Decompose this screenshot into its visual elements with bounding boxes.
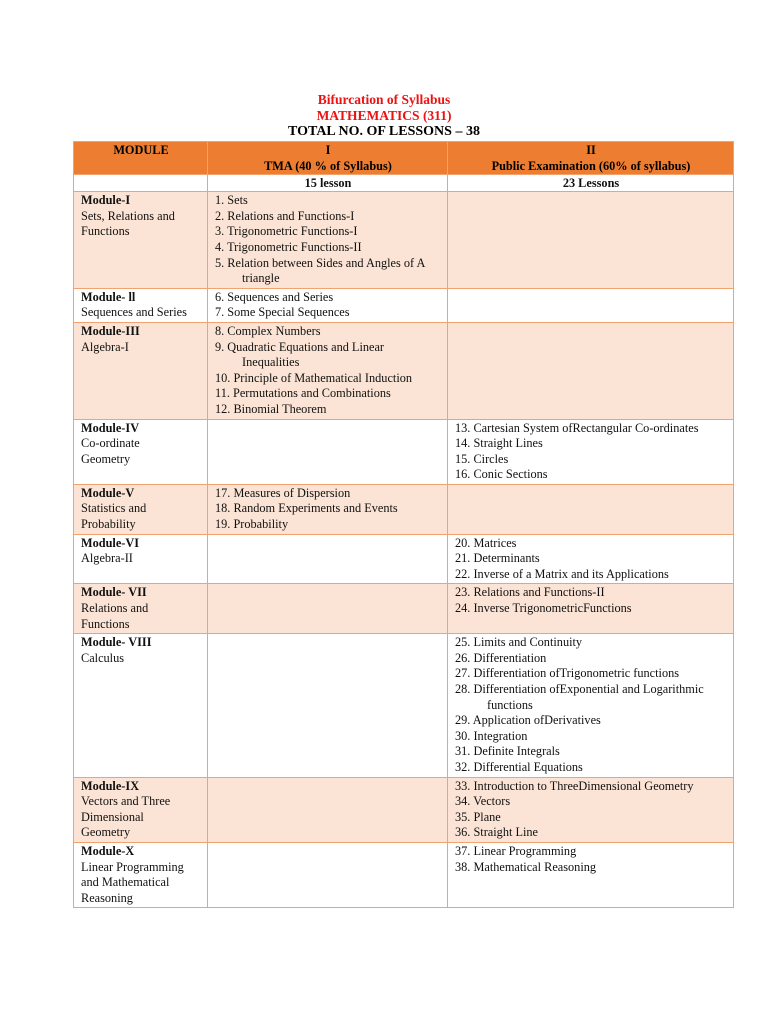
exam-lesson-list	[455, 585, 727, 616]
exam-lessons-cell	[448, 842, 734, 907]
exam-column-header	[448, 142, 734, 175]
module-row	[74, 777, 734, 842]
tma-lesson-list	[215, 193, 441, 287]
exam-lessons-cell	[448, 634, 734, 777]
exam-lesson-list	[455, 421, 727, 483]
lesson-item: 27. Differentiation ofTrigonometric functions	[455, 666, 680, 681]
lesson-item: 10. Principle of Mathematical Induction	[215, 370, 413, 385]
module-name-line: Algebra-I	[81, 339, 129, 354]
exam-lesson-list	[455, 536, 727, 583]
module-name-line: Reasoning	[81, 890, 133, 905]
lesson-item: 24. Inverse TrigonometricFunctions	[455, 601, 632, 616]
module-label: Module-IX	[81, 778, 140, 793]
module-cell	[74, 842, 208, 907]
lesson-item: 6. Sequences and Series	[215, 289, 334, 304]
tma-title: TMA (40 % of Syllabus)	[264, 158, 392, 173]
lesson-item: 21. Determinants	[455, 551, 540, 566]
lesson-item: 17. Measures of Dispersion	[215, 485, 351, 500]
module-cell	[74, 484, 208, 534]
module-name-line: Sequences and Series	[81, 305, 187, 320]
lesson-item: 14. Straight Lines	[455, 436, 543, 451]
syllabus-table	[73, 141, 734, 908]
module-header-label: MODULE	[113, 143, 169, 157]
module-cell	[74, 584, 208, 634]
lesson-item: 34. Vectors	[455, 794, 511, 809]
module-label: Module-V	[81, 485, 135, 500]
lesson-item: 5. Relation between Sides and Angles of A triangle	[215, 255, 425, 286]
tma-lessons-cell	[208, 534, 448, 584]
lesson-item: 33. Introduction to ThreeDimensional Geometry	[455, 778, 694, 793]
exam-lesson-list	[455, 844, 727, 875]
table-header-row	[74, 142, 734, 175]
lesson-item: 1. Sets	[215, 193, 248, 208]
lesson-item: 16. Conic Sections	[455, 467, 548, 482]
lesson-item: 15. Circles	[455, 451, 509, 466]
module-cell	[74, 534, 208, 584]
lesson-item: 28. Differentiation ofExponential and Logarithmic functions	[455, 682, 704, 712]
lesson-item: 20. Matrices	[455, 535, 517, 550]
lesson-item: 31. Definite Integrals	[455, 744, 560, 759]
lesson-item: 13. Cartesian System ofRectangular Co-ordinates	[455, 420, 699, 435]
lesson-item: 2. Relations and Functions-I	[215, 208, 355, 223]
lesson-item: 8. Complex Numbers	[215, 323, 321, 338]
exam-lesson-list	[455, 635, 727, 775]
module-label: Module- VIII	[81, 635, 152, 650]
tma-lesson-count: 15 lesson	[208, 175, 448, 192]
tma-column-header	[208, 142, 448, 175]
subject-title: MATHEMATICS (311)	[316, 108, 452, 123]
module-label: Module-X	[81, 843, 135, 858]
module-row	[74, 634, 734, 777]
lesson-item: 38. Mathematical Reasoning	[455, 859, 597, 874]
lesson-item: 32. Differential Equations	[455, 759, 583, 774]
lesson-item: 22. Inverse of a Matrix and its Applications	[455, 566, 669, 581]
module-name-line: Functions	[81, 616, 130, 631]
module-row	[74, 484, 734, 534]
module-row	[74, 322, 734, 419]
exam-lessons-cell	[448, 777, 734, 842]
module-row	[74, 842, 734, 907]
module-name-line: Relations and	[81, 601, 149, 616]
tma-lessons-cell	[208, 584, 448, 634]
exam-lesson-count: 23 Lessons	[448, 175, 734, 192]
module-label: Module-I	[81, 193, 131, 208]
tma-lessons-cell	[208, 322, 448, 419]
module-name-line: Functions	[81, 224, 130, 239]
lesson-item: 35. Plane	[455, 809, 501, 824]
module-name-line: Algebra-II	[81, 551, 133, 566]
exam-lessons-cell	[448, 419, 734, 484]
lesson-item: 26. Differentiation	[455, 650, 547, 665]
module-name-line: Probability	[81, 517, 136, 532]
tma-lessons-cell	[208, 777, 448, 842]
tma-lessons-cell	[208, 419, 448, 484]
tma-lesson-list	[215, 290, 441, 321]
module-name-line: Geometry	[81, 451, 131, 466]
module-row	[74, 192, 734, 289]
total-lessons-title: TOTAL NO. OF LESSONS – 38	[288, 124, 480, 139]
document-header	[0, 92, 768, 140]
module-name-line: Co-ordinate	[81, 436, 140, 451]
lesson-item: 29. Application ofDerivatives	[455, 713, 601, 728]
module-cell	[74, 419, 208, 484]
module-label: Module-VI	[81, 535, 140, 550]
lesson-item: 37. Linear Programming	[455, 843, 577, 858]
lesson-item: 23. Relations and Functions-II	[455, 585, 605, 600]
module-cell	[74, 777, 208, 842]
exam-lessons-cell	[448, 534, 734, 584]
lesson-item: 9. Quadratic Equations and Linear Inequalities	[215, 339, 385, 370]
module-label: Module- VII	[81, 585, 147, 600]
module-row	[74, 584, 734, 634]
lesson-item: 18. Random Experiments and Events	[215, 501, 398, 516]
module-cell	[74, 288, 208, 322]
tma-lessons-cell	[208, 192, 448, 289]
exam-numeral: II	[586, 143, 596, 157]
module-column-header	[74, 142, 208, 175]
module-cell	[74, 634, 208, 777]
exam-title: Public Examination (60% of syllabus)	[491, 158, 691, 173]
tma-lesson-list	[215, 486, 441, 533]
lesson-item: 36. Straight Line	[455, 825, 538, 840]
module-name-line: Dimensional	[81, 809, 144, 824]
module-name-line: Calculus	[81, 650, 125, 665]
lesson-item: 11. Permutations and Combinations	[215, 386, 391, 401]
module-row	[74, 534, 734, 584]
module-name-line: and Mathematical	[81, 875, 170, 890]
exam-lessons-cell	[448, 192, 734, 289]
module-label: Module- ll	[81, 289, 136, 304]
exam-lessons-cell	[448, 288, 734, 322]
syllabus-title: Bifurcation of Syllabus	[317, 92, 451, 107]
module-row	[74, 288, 734, 322]
module-row	[74, 419, 734, 484]
module-name-line: Linear Programming	[81, 859, 184, 874]
lesson-item: 12. Binomial Theorem	[215, 401, 327, 416]
module-cell	[74, 192, 208, 289]
lesson-item: 30. Integration	[455, 728, 528, 743]
exam-lesson-list	[455, 779, 727, 841]
tma-lesson-list	[215, 324, 441, 418]
exam-lessons-cell	[448, 322, 734, 419]
lesson-item: 25. Limits and Continuity	[455, 635, 583, 650]
lesson-item: 19. Probability	[215, 517, 289, 532]
module-name-line: Statistics and	[81, 501, 147, 516]
lesson-count-row	[74, 175, 734, 192]
lesson-item: 4. Trigonometric Functions-II	[215, 239, 362, 254]
lesson-item: 3. Trigonometric Functions-I	[215, 224, 358, 239]
module-name-line: Geometry	[81, 825, 131, 840]
tma-lessons-cell	[208, 634, 448, 777]
lesson-count-empty	[74, 175, 208, 192]
tma-lessons-cell	[208, 842, 448, 907]
module-label: Module-IV	[81, 420, 140, 435]
module-cell	[74, 322, 208, 419]
exam-lessons-cell	[448, 484, 734, 534]
module-name-line: Sets, Relations and	[81, 208, 175, 223]
lesson-item: 7. Some Special Sequences	[215, 305, 350, 320]
module-name-line: Vectors and Three	[81, 794, 171, 809]
tma-lessons-cell	[208, 484, 448, 534]
tma-numeral: I	[325, 143, 331, 157]
tma-lessons-cell	[208, 288, 448, 322]
module-label: Module-III	[81, 323, 140, 338]
exam-lessons-cell	[448, 584, 734, 634]
